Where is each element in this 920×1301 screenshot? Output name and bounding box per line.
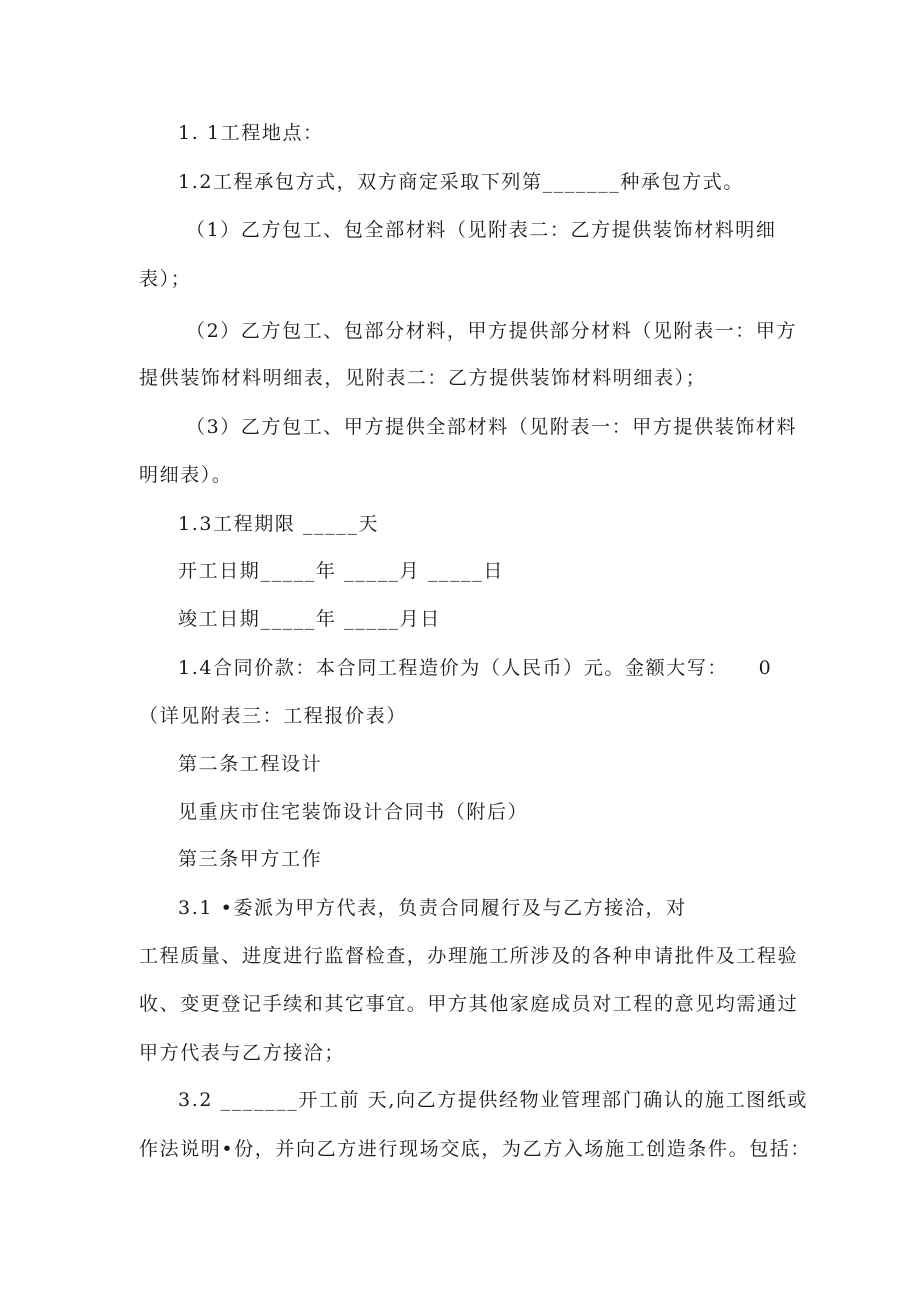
start-date-line: 开工日期_____年 _____月 _____日 bbox=[178, 560, 504, 582]
option-3-text: （3）乙方包工、甲方提供全部材料（见附表一：甲方提供装饰材料 bbox=[186, 416, 798, 438]
section-3-heading: 第三条甲方工作 bbox=[178, 848, 323, 870]
option-1-text: （1）乙方包工、包全部材料（见附表二：乙方提供装饰材料明细 bbox=[186, 219, 777, 241]
option-2-text: （2）乙方包工、包部分材料，甲方提供部分材料（见附表一：甲方 bbox=[186, 320, 798, 342]
option-1-continuation: 表）； bbox=[139, 268, 192, 290]
price-reference-note: （详见附表三：工程报价表） bbox=[139, 705, 407, 727]
clause-1-3-duration: 1.3工程期限 _____天 bbox=[178, 513, 380, 535]
clause-3-1-line-4: 甲方代表与乙方接洽； bbox=[139, 1042, 346, 1064]
clause-3-2-text: 3.2 _______开工前 天,向乙方提供经物业管理部门确认的施工图纸或 bbox=[178, 1089, 809, 1111]
design-contract-reference: 见重庆市住宅装饰设计合同书（附后） bbox=[178, 801, 529, 823]
clause-3-2-line-2: 作法说明•份，并向乙方进行现场交底，为乙方入场施工创造条件。包括： bbox=[139, 1138, 812, 1160]
option-2-continuation: 提供装饰材料明细表，见附表二：乙方提供装饰材料明细表）； bbox=[139, 367, 707, 389]
clause-3-1-line-3: 收、变更登记手续和其它事宜。甲方其他家庭成员对工程的意见均需通过 bbox=[139, 993, 799, 1015]
completion-date-line: 竣工日期_____年 _____月日 bbox=[178, 608, 441, 630]
clause-3-1-text: 3.1 •委派为甲方代表，负责合同履行及与乙方接洽，对 bbox=[178, 897, 687, 919]
option-3-continuation: 明细表）。 bbox=[139, 464, 233, 486]
section-2-heading: 第二条工程设计 bbox=[178, 753, 323, 775]
clause-1-4-price: 1.4合同价款：本合同工程造价为（人民币）元。金额大写： 0 bbox=[178, 657, 773, 679]
clause-1-1-site: 1. 1工程地点： bbox=[178, 122, 324, 144]
clause-3-1-line-2: 工程质量、进度进行监督检查，办理施工所涉及的各种申请批件及工程验 bbox=[139, 945, 799, 967]
clause-1-2-contract-mode: 1.2工程承包方式，双方商定采取下列第_______种承包方式。 bbox=[178, 171, 744, 193]
